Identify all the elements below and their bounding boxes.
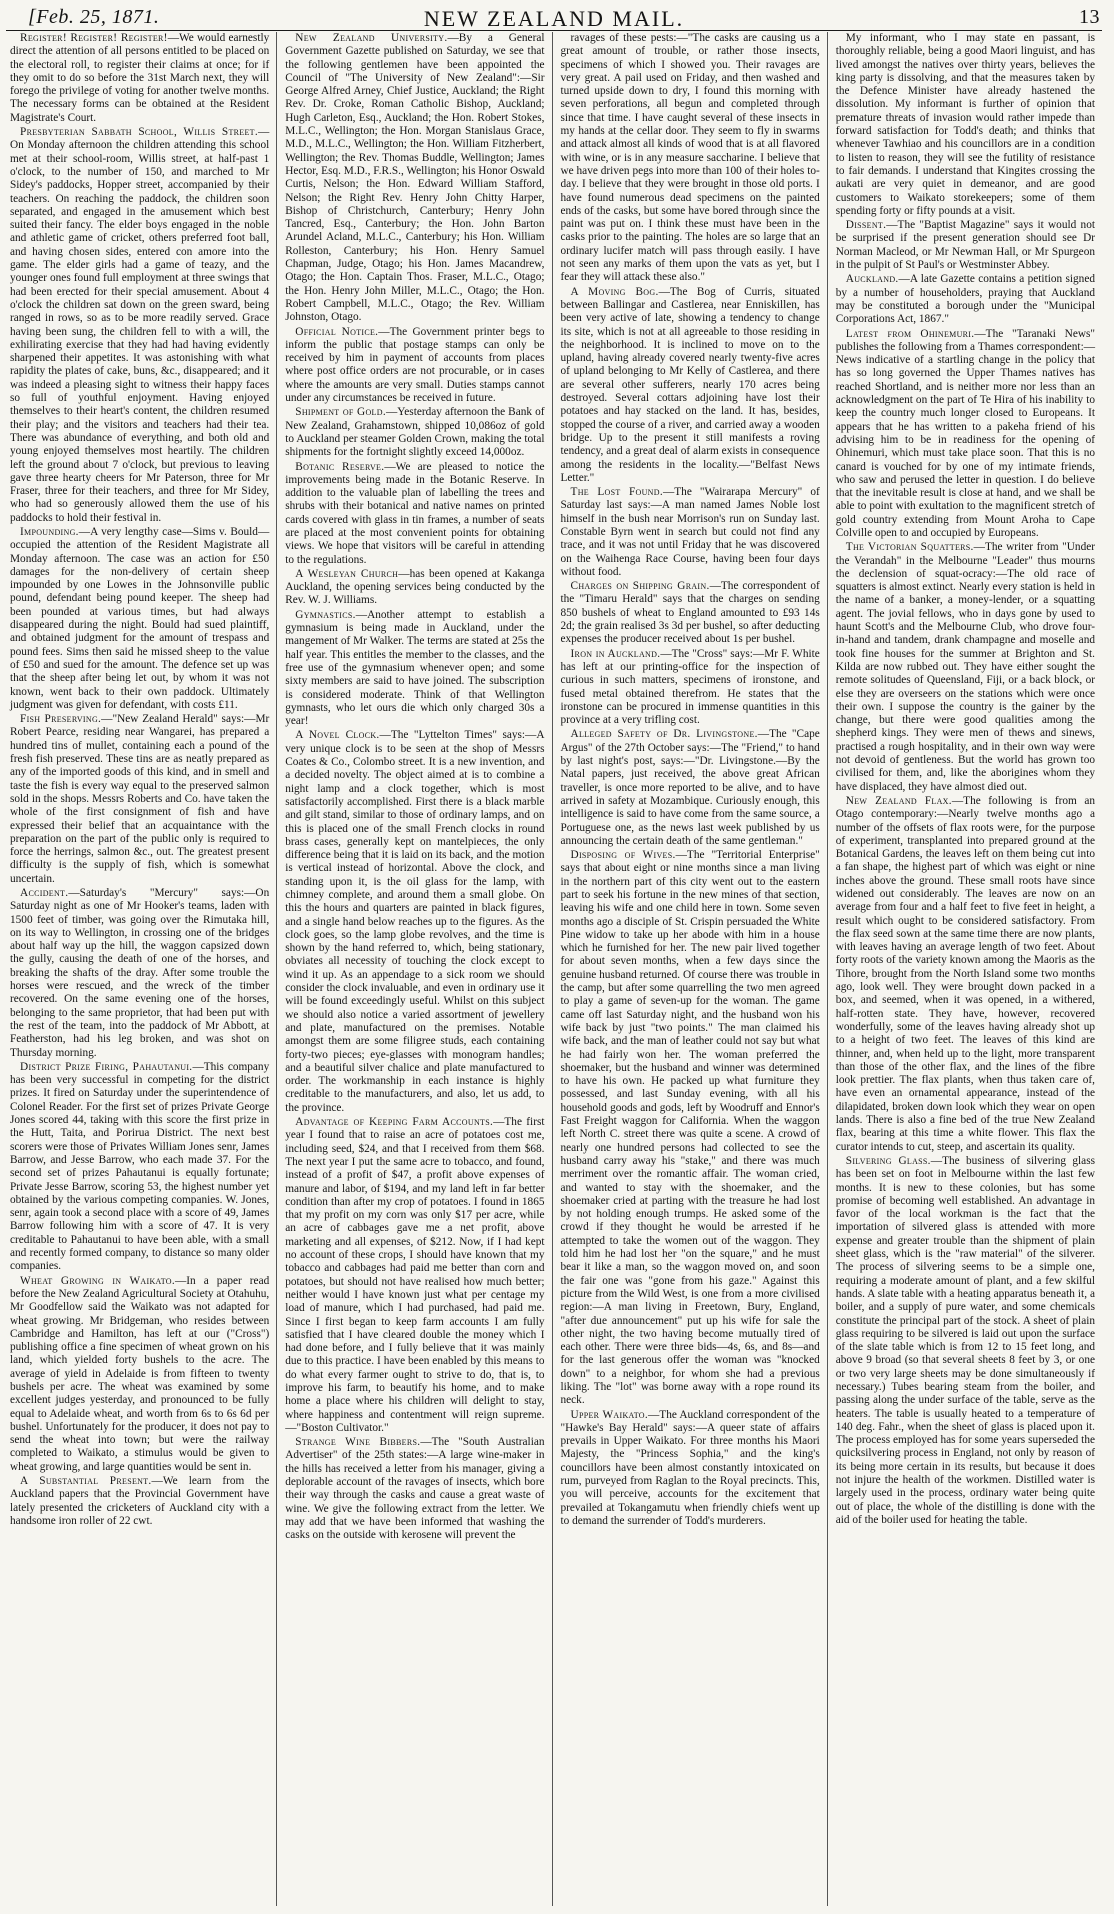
article-heading: Advantage of Keeping Farm Accounts.	[295, 1116, 494, 1129]
article-heading: Latest from Ohinemuri.	[845, 327, 975, 340]
article: Auckland.—A late Gazette contains a petition signed by a number of householders, praying that Auckland may be constituted a borough under the "Municipal Corporations Act, 1867."	[835, 273, 1095, 326]
article-body: The Government printer begs to inform the public that postage stamps can only be received by him in payment of accounts from places where post office orders are not procurable, or in cases where the amounts are very small. Duties stamps cannot under any circumstances be received in future.	[285, 325, 545, 405]
article-heading: New Zealand University.	[295, 32, 448, 44]
article: A Novel Clock.—The "Lyttelton Times" says:—A very unique clock is to be seen at the shop of Messrs Coates & Co., Colombo street. It is a new invention, and a decided novelty. The object aimed at is to combine a night lamp and a clock together, which is most satisfactorily accomplished. First there is a black marble and gilt stand, similar to those of ordinary lamps, and on this is placed one of the small French clocks in round brass cases, generally kept on mantelpieces, the only difference being that it is laid on its back, and the motion is vertical instead of horizontal. Above the clock, and standing upon it, is the oil glass for the lamp, with chimney complete, and around them a small globe. On this the hours and quarters are painted in black figures, and a single hand below reaches up to the figures. As the clock goes, so the lamp globe revolves, and the time is shown by the hand referred to, which, being stationary, obviates all necessity of touching the clock except to wind it up. As an appendage to a sick room we should consider the clock invaluable, and even in ordinary use it will be found exceedingly useful. Whilst on this subject we should also notice a varied assortment of jewellery and plate, manufactured on the premises. Notable amongst them are some filigree studs, each containing forty-two pieces; eye-glasses with monogram handles; and a beautiful silver chalice and plate manufactured to order. The workmanship in each instance is highly creditable to the manufacturers, and also, let us add, to the province.	[285, 729, 545, 1114]
article-body: The "South Australian Advertiser" of the 25th states:—A large wine-maker in the hills has received a letter from his manager, giving a deplorable account of the ravages of insects, which bore their way through the casks and cause a great waste of wine. We give the following extract from the letter. We may add that we have been informed that washing the casks on the outside with kerosene will prevent the	[285, 1436, 545, 1542]
article-body: In a paper read before the New Zealand Agricultural Society at Otahuhu, Mr Goodfellow said the Waikato was not adapted for wheat growing. Mr Bridgeman, who resides between Cambridge and Hamilton, has left at our ("Cross") publishing office a fine specimen of wheat grown on his land, which yielded forty bushels to the acre. The average of yield in Adelaide is from fifteen to twenty bushels per acre. The wheat was examined by some excellent judges yesterday, and pronounced to be fully equal to Adelaide wheat, and worth from 6s to 6s 6d per bushel. Unfortunately for the producer, it does not pay to send the wheat into town; but were the railway completed to Waikato, a stimulus would be given to wheat growing, and large quantities would be sent in.	[10, 1274, 270, 1473]
article	[836, 32, 1095, 218]
article-heading: Register! Register! Register!	[20, 32, 168, 44]
article-body: The following is from an Otago contemporary:—Nearly twelve months ago a number of the offsets of flax roots were, for the purpose of experiment, transplanted into prepared ground at the Botanical Gardens, the leaves left on them being cut into a fan shape, the highest part of which was eight or nine inches above the ground. These small roots have since widened out considerably. The leaves are now on an average from four and a half feet to five feet in height, a result which ought to be considered satisfactory. From the flax seed sown at the same time there are now plants, with leaves having an average length of two feet. About forty roots of the variety known among the Maoris as the Tihore, brought from the North Island some two months ago, look well. They were brought down packed in a box, and seemed, when it was opened, in a withered, half-rotten state. They have, however, recovered wonderfully, some of the leaves having already shot up to a height of two feet. The leaves of this kind are thinner, and, when held up to the light, more transparent than those of the other flax, and the lines of the fibre look prettier. The flax plants, when thus taken care of, have even an ornamental appearance, instead of the dilapidated, broken down look which they wear on open lands. There is also a fine bed of the true New Zealand flax, bearing at this time a white flower. This flax the curator intends to cut, steep, and ascertain its quality.	[835, 794, 1095, 1153]
article: Advantage of Keeping Farm Accounts.—The first year I found that to raise an acre of potatoes cost me, including seed, $24, and that I received from them $68. The next year I put the same acre to tobacco, and found, instead of a profit of $47, a profit above expenses of manure and labor, of $194, and my land left in far better condition than after my crop of potatoes. I found in 1865 that my profit on my corn was only $17 per acre, while an acre of cabbages gave me a net profit, above marketing and all expenses, of $212. Now, if I had kept no account of these crops, I should have known that my tobacco and cabbages had paid me better than corn and potatoes, but should not have realised how much better; neither would I have known just what per centage my load of manure, which I had purchased, had paid me. Since I first began to keep farm accounts I am fully satisfied that I have cleared double the money which I had done before, and I fully believe that it was mainly due to this practice. I have been enabled by this means to do what every farmer ought to strive to do, that is, to improve his farm, to beautify his home, and to make home a place where his children will delight to stay, where happiness and contentment will reign supreme.—"Boston Cultivator."	[285, 1116, 545, 1434]
article-body: Another attempt to establish a gymnasium is being made in Auckland, under the mangement of Mr Walker. The terms are stated at 25s the half year. This entitles the member to the classes, and the free use of the gymnasium whenever open; and some sixty members are said to have joined. The subscription is considered moderate. Think of that Wellington gymnasts, who let ours die which only charged 30s a year!	[285, 608, 545, 728]
article-heading: Silvering Glass.	[845, 1154, 931, 1167]
article-body: The "Wairarapa Mercury" of Saturday last says:—A man named James Noble lost himself in the bush near Morrison's run on Sunday last. Constable Byrn went in search but could not find any trace, and it was not until Friday that he was discovered on the Waihenga Race Course, having been four days without food.	[560, 486, 820, 578]
article-heading: Presbyterian Sabbath School, Willis Street.	[20, 126, 258, 139]
article-body: We are pleased to notice the improvements being made in the Botanic Reserve. In addition to the valuable plan of labelling the trees and shrubs with their botanical and native names on printed cards covered with glass in tin frames, a number of seats are placed at the most convenient points for obtaining views. We hope that visitors will be careful in attending to the regulations.	[285, 460, 545, 566]
article: Accident.—Saturday's "Mercury" says:—On Saturday night as one of Mr Hooker's teams, laden with 1500 feet of timber, was going over the Rimutaka hill, on its way to Wellington, in crossing one of the bridges about half way up the hill, the waggon capsized down the gully, causing the death of one of the horses, and breaking the shafts of the dray. After some trouble the horses were rescued, and the wreck of the timber recovered. On the same evening one of the horses, belonging to the same proprietor, that had been put with the rest of the team, into the paddock of Mr Abbott, at Featherston, had his leg broken, and was shot on Thursday morning.	[10, 887, 270, 1059]
article-body: Yesterday afternoon the Bank of New Zealand, Grahamstown, shipped 10,086oz of gold to Auckland per steamer Golden Crown, making the total shipments for the fortnight slightly exceed 14,000oz.	[285, 406, 545, 459]
article	[561, 32, 820, 285]
article: Impounding.—A very lengthy case—Sims v. Bould—occupied the attention of the Resident Magistrate all Monday afternoon. The case was an action for £50 damages for the non-delivery of certain sheep impounded by one Lowes in the Johnsonville public pound, defendant being pound keeper. The sheep had been pounded at various times, but had always disappeared during the night. Bould had sued plaintiff, and obtained judgment for the amount of trespass and pound fees. Sims then said he missed sheep to the value of £50 and sued for the amount. The defence set up was that the sheep after being let out, by whom it was not known, went back to their own paddock. Ultimately judgment was given for defendant, with costs £11.	[10, 525, 270, 711]
article-heading: Official Notice.	[295, 325, 379, 338]
article-heading: Botanic Reserve.	[295, 460, 385, 473]
article-body: My informant, who I may state en passant, is thoroughly reliable, being a good Maori linguist, and has lived amongst the natives over thirty years, believes the king party is dissolving, and that the measures taken by the Defence Minister have already hastened the dissolution. My informant is further of opinion that premature threats of invasion would rather impede than forward satisfaction for Todd's death; and thinks that whenever Tawhiao and his councillors are in a condition to listen to reason, they will see the futility of resistance to fair demands. I understand that Kingites crossing the aukati are very quiet in demeanor, and are good customers to Waikato storekeepers; some of them spending forty or fifty pounds at a visit.	[835, 32, 1095, 217]
article-heading: District Prize Firing, Pahautanui.	[20, 1060, 193, 1073]
article: Charges on Shipping Grain.—The correspondent of the "Timaru Herald" says that the charges on sending 850 bushels of wheat to England amounted to £93 14s 2d; the grain realised 3s 3d per bushel, so after deducting expenses the producer received about 1s per bushel.	[560, 580, 820, 646]
article-body: This company has been very successful in competing for the district prizes. It fired on Saturday under the superintendence of Colonel Reader. For the first set of prizes Private George Jones scored 44, taking with this score the first prize in the Hutt, Taita, and Porirua District. The next best scorers were those of Privates William Jones senr, James Barrow, and Jesse Barrow, who each made 37. For the second set of prizes Pahautanui is equally fortunate; Private Jesse Barrow, scoring 53, the highest number yet obtained by the various competing companies. W. Jones, senr, again took a second place with a score of 49, James Barrow following him with a score of 47. It is very creditable to Pahautanui to have been able, with a small and recently formed company, to distance so many older companies.	[10, 1060, 270, 1273]
article-body: The correspondent of the "Timaru Herald" says that the charges on sending 850 bushels of wheat to England amounted to £93 14s 2d; the grain realised 3s 3d per bushel, so after deducting expenses the producer received about 1s per bushel.	[560, 580, 820, 646]
article: A Substantial Present.—We learn from the Auckland papers that the Provincial Government have lately presented the cricketers of Auckland city with a handsome iron roller of 22 cwt.	[10, 1475, 270, 1527]
article-body: ravages of these pests:—"The casks are causing us a great amount of trouble, or rather those insects, specimens of which I showed you. Their ravages are very great. A pail used on Friday, and then washed and turned upside down to dry, I found this morning with seven perforations, all begun and completed through since that time. I have caught several of these insects in my hands at the cellar door. They seem to fly in swarms and attack almost all kinds of wood that is at all flavored with wine, or is in any measure saccharine. I believe that we have driven pegs into more than 100 of their holes to-day. I believe that they were brought in those old ports. I have found numerous dead specimens on the painted ends of the casks, but some have bored through since the paint was put on. I think these must have been in the casks prior to the painting. The holes are so large that an ordinary lucifer match will pass through easily. I have not seen any marks of them upon the vats as yet, but I fear they will attack these also."	[560, 32, 820, 284]
column-4	[828, 32, 1102, 1906]
article-body: Saturday's "Mercury" says:—On Saturday night as one of Mr Hooker's teams, laden with 1500 feet of timber, was going over the Rimutaka hill, on its way to Wellington, in crossing one of the bridges about half way up the hill, the waggon capsized down the gully, causing the death of one of the horses, and breaking the shafts of the dray. After some trouble the horses were rescued, and the wreck of the timber recovered. On the same evening one of the horses, belonging to the same proprietor, that had been put with the rest of the team, into the paddock of Mr Abbott, at Featherston, had his leg broken, and was shot on Thursday morning.	[10, 887, 270, 1059]
article-heading: Dissent.	[845, 219, 887, 232]
article: The Lost Found.—The "Wairarapa Mercury" of Saturday last says:—A man named James Noble lost himself in the bush near Morrison's run on Sunday last. Constable Byrn went in search but could not find any trace, and it was not until Friday that he was discovered on the Waihenga Race Course, having been four days without food.	[560, 486, 820, 578]
article: Silvering Glass.—The business of silvering glass has been set on foot in Melbourne within the last few months. It is new to these colonies, but has some promise of becoming well established. An advantage in favor of the local workman is the fact that the importation of silvered glass is attended with more expense and greater trouble than the shipment of plain sheet glass, which is the "raw material" of the silverer. The process of silvering seems to be a simple one, requiring a moderate amount of plant, and a few skilful hands. A slate table with a heating apparatus beneath it, a boiler, and a supply of pure water, and some chemicals constitute the principal part of the stock. A sheet of plain glass requiring to be silvered is laid out upon the surface of the slate table which is from 12 to 15 feet long, and above 9 broad (so that several sheets 8 feet by 3, or one or two very large sheets may be done simultaneously if necessary.) Tubes bearing steam from the boiler, and passing along the under surface of the table, serve as the heaters. The table is usually heated to a temperature of 140 deg. Fahr., when the sheet of glass is placed upon it. The process employed has for some years superseded the quicksilvering process in England, not only by reason of its being more certain in its results, but because it does not injure the health of the workmen. Distilled water is largely used in the process, ordinary water being quite out of place, the whole of the distilling is done with the aid of the boiler used for heating the table.	[835, 1154, 1095, 1526]
article: Presbyterian Sabbath School, Willis Street.—On Monday afternoon the children attending this school met at their school-room, Willis street, at half-past 1 o'clock, to the number of 150, and marched to Mr Sidey's paddocks, Hopper street, accompanied by their teachers. On reaching the paddock, the children soon separated, and engaged in the amusement which best suited their fancy. The elder boys engaged in the noble and athletic game of cricket, others preferred foot ball, and having chosen sides, entered con amore into the game. The elder girls had a game of teazy, and the younger ones found full employment at three swings that had been erected for their special amusement. About 4 o'clock the children sat down on the green sward, being ranged in rows, so as to be more readily served. Grace having been sung, the children fell to with a will, the exhilirating exercise that they had had having evidently sharpened their appetites. It was astonishing with what rapidity the plates of cake, buns, &c., disappeared; and it was indeed a pleasing sight to witness their happy faces so full of youthful enjoyment. Having enjoyed themselves to their heart's content, the children resumed their play; and the visitors and teachers had their tea. There was abundance of everything, and both old and young enjoyed themselves most heartily. The children left the ground about 7 o'clock, but previous to leaving gave three hearty cheers for Mr Paterson, three for Mr Fraser, three for their teachers, and three for Mr Sidey, who had so generously allowed them the use of his paddocks to hold their festival in.	[10, 126, 270, 524]
article-heading: The Victorian Squatters.	[845, 541, 974, 554]
article: New Zealand Flax.—The following is from an Otago contemporary:—Nearly twelve months ago a number of the offsets of flax roots were, for the purpose of experiment, transplanted into prepared ground at the Botanical Gardens, the leaves left on them being cut into a fan shape, the highest part of which was eight or nine inches above the ground. These small roots have since widened out considerably. The leaves are now on an average from four and a half feet to five feet in height, a result which ought to be considered satisfactory. From the flax seed sown at the same time there are now plants, with leaves having an average length of two feet. About forty roots of the variety known among the Maoris as the Tihore, brought from the North Island some two months ago, look well. They were brought down packed in a box, and seemed, when it was opened, in a withered, half-rotten state. They have, however, recovered wonderfully, some of the leaves having already shot up to a height of two feet. The leaves of this kind are thinner, and, when held up to the light, more transparent than those of the other flax, and the lines of the fibre look prettier. The flax plants, when thus taken care of, have even an ornamental appearance, instead of the dilapidated, broken down look which they wear on open lands. There is also a fine bed of the true New Zealand flax, bearing at this time a white flower. This flax the curator intends to cut, steep, and ascertain its quality.	[835, 794, 1095, 1153]
article: A Wesleyan Church—has been opened at Kakanga Auckland, the opening services being conducted by the Rev. W. J. Williams.	[285, 567, 545, 607]
article-body: The "Taranaki News" publishes the following from a Thames correspondent:—News indicative of a startling change in the policy that has so long governed the Upper Thames natives has reached Shortland, and is neither more nor less than an acknowledgment on the part of Te Hira of his inability to keep the country much longer closed to Europeans. It appears that he has written to a pakeha friend of his advising him to be in readiness for the opening of Ohinemuri, which must take place soon. That this is no canard is vouched for by one of my intimate friends, who saw and perused the letter in question. I do believe that the inevitable result is close at hand, and we shall be able to point with exultation to the magnificent stretch of gold country extending from Mount Aroha to Cape Colville open to and occupied by Europeans.	[835, 327, 1095, 539]
article-heading: Gymnastics.	[295, 608, 356, 621]
column-3	[553, 32, 828, 1906]
article-heading: A Wesleyan Church	[295, 567, 399, 580]
article: New Zealand University.—By a General Government Gazette published on Saturday, we see that the following gentlemen have been appointed the Council of "The University of New Zealand":—Sir George Alfred Arney, Chief Justice, Auckland; the Right Rev. Dr. Croke, Roman Catholic Bishop, Auckland; Hugh Carleton, Esq., Auckland; the Hon. Robert Stokes, M.L.C., Wellington; the Hon. Morgan Stanislaus Grace, M.D., M.L.C., Wellington; the Hon. William Fitzherbert, Wellington; the Rev. Thomas Buddle, Wellington; James Hector, Esq. M.D., F.R.S., Wellington; his Honor Oswald Curtis, Nelson; the Hon. Edward William Stafford, Nelson; the Right Rev. Henry John Chitty Harper, Bishop of Christchurch, Canterbury; Henry John Tancred, Esq., Canterbury; the Hon. John Barton Arundel Acland, M.L.C., Canterbury; his Hon. William Rolleston, Canterbury; his Hon. Henry Samuel Chapman, Judge, Otago; his Hon. James Macandrew, Otago; the Hon. Captain Thos. Fraser, M.L.C., Otago; the Hon. Henry John Miller, M.L.C., Otago; the Hon. Robert Campbell, M.L.C., Otago; the Rev. William Johnston, Otago.	[285, 32, 545, 324]
article-body: By a General Government Gazette published on Saturday, we see that the following gentlemen have been appointed the Council of "The University of New Zealand":—Sir George Alfred Arney, Chief Justice, Auckland; the Right Rev. Dr. Croke, Roman Catholic Bishop, Auckland; Hugh Carleton, Esq., Auckland; the Hon. Robert Stokes, M.L.C., Wellington; the Hon. Morgan Stanislaus Grace, M.D., M.L.C., Wellington; the Hon. William Fitzherbert, Wellington; the Rev. Thomas Buddle, Wellington; James Hector, Esq. M.D., F.R.S., Wellington; his Honor Oswald Curtis, Nelson; the Hon. Edward William Stafford, Nelson; the Right Rev. Henry John Chitty Harper, Bishop of Christchurch, Canterbury; Henry John Tancred, Esq., Canterbury; the Hon. John Barton Arundel Acland, M.L.C., Canterbury; his Hon. William Rolleston, Canterbury; his Hon. Henry Samuel Chapman, Judge, Otago; his Hon. James Macandrew, Otago; the Hon. Captain Thos. Fraser, M.L.C., Otago; the Hon. Henry John Miller, M.L.C., Otago; the Hon. Robert Campbell, M.L.C., Otago; the Rev. William Johnston, Otago.	[285, 32, 545, 324]
article-heading: New Zealand Flax.	[845, 794, 952, 807]
article-body: "New Zealand Herald" says:—Mr Robert Pearce, residing near Wangarei, has prepared a hundred tins of mullet, containing each a pound of the fresh fish preserved. These tins are as neatly prepared as any of the imported goods of this kind, and in smell and taste the fish is every way equal to the preserved salmon sold in the shops. Messrs Roberts and Co. have taken the whole of the first consignment of fish and have expressed their belief that an acquaintance with the preparation on the part of the public only is required to force the herrings, salmon &c., out. The greatest present difficulty is the supply of fish, which is somewhat uncertain.	[10, 713, 270, 885]
article-body: The "Territorial Enterprise" says that about eight or nine months since a man living in the northern part of this city went out to the eastern part to seek his fortune in the new mines of that section, leaving his wife and one child here in town. Some seven months ago a disciple of St. Crispin persuaded the White Pine widow to take up her abode with him in a house which he furnished for her. The new pair lived together for about seven months, when a few days since the genuine husband returned. Of course there was trouble in the camp, but after some quarrelling the two men agreed to play a game of seven-up for the woman. The game came off last Saturday night, and the husband won his wife back by just "two points." The man claimed his wife back, and the man of leather could not say but what he had fairly won her. The woman preferred the shoemaker, but the husband and winner was determined to have his own. He packed up what furniture they possessed, and last Sunday evening, with all his household goods and gods, left by Woodruff and Ennor's Fast Freight waggon for California. When the waggon left North C. street there was quite a scene. A crowd of nearly one hundred persons had collected to see the husband carry away his "stake," and there was much merriment over the romantic affair. The woman cried, and wanted to stay with the shoemaker, and the shoemaker cried at parting with the treasure he had lost by not holding enough trumps. He asked some of the crowd if they thought he would be arrested if he attempted to take the women out of the waggon. They told him he had lost her "on the square," and he must bear it like a man, so the waggon moved on, and soon the fair one was "gone from his gaze." Against this picture from the Wild West, is one from a more civilised region:—A man living in Freetown, Bury, England, "after due announcement" put up his wife for sale the other night, the two having become mutually tired of each other. There were three bids—4s, 6s, and 8s—and for the last generous offer the woman was "knocked down" to a neighbor, for whom she had a previous liking. The "lot" was borne away with a rope round its neck.	[560, 849, 820, 1407]
newspaper-title: NEW ZEALAND MAIL.	[423, 6, 685, 31]
article: Latest from Ohinemuri.—The "Taranaki News" publishes the following from a Thames correspondent:—News indicative of a startling change in the policy that has so long governed the Upper Thames natives has reached Shortland, and is neither more nor less than an acknowledgment on the part of Te Hira of his inability to keep the country much longer closed to Europeans. It appears that he has written to a pakeha friend of his advising him to be in readiness for the opening of Ohinemuri, which must take place soon. That this is no canard is vouched for by one of my intimate friends, who saw and perused the letter in question. I do believe that the inevitable result is close at hand, and we shall be able to point with exultation to the magnificent stretch of gold country extending from Mount Aroha to Cape Colville open to and occupied by Europeans.	[835, 327, 1095, 539]
article-body: has been opened at Kakanga Auckland, the opening services being conducted by the Rev. W. J. Williams.	[285, 567, 545, 607]
column-2	[277, 32, 552, 1906]
article: District Prize Firing, Pahautanui.—This company has been very successful in competing for the district prizes. It fired on Saturday under the superintendence of Colonel Reader. For the first set of prizes Private George Jones scored 44, taking with this score the first prize in the Hutt, Taita, and Porirua District. The next best scorers were those of Privates William Jones senr, James Barrow, and Jesse Barrow, who each made 37. For the second set of prizes Pahautanui is equally fortunate; Private Jesse Barrow, scoring 53, the highest number yet obtained by the various competing companies. W. Jones, senr, again took a second place with a score of 49, James Barrow following him with a score of 47. It is very creditable to Pahautanui to have been able, with a small and recently formed company, to distance so many older companies.	[10, 1060, 270, 1273]
article-heading: Alleged Safety of Dr. Livingstone.	[570, 728, 758, 741]
article-heading: Charges on Shipping Grain.	[570, 580, 710, 593]
article-body: We learn from the Auckland papers that the Provincial Government have lately presented the cricketers of Auckland city with a handsome iron roller of 22 cwt.	[10, 1475, 270, 1527]
article-body: The business of silvering glass has been set on foot in Melbourne within the last few months. It is new to these colonies, but has some promise of becoming well established. An advantage in favor of the local workman is the fact that the importation of silvered glass is attended with more expense and greater trouble than the shipment of plain sheet glass, which is the "raw material" of the silverer. The process of silvering seems to be a simple one, requiring a moderate amount of plant, and a few skilful hands. A slate table with a heating apparatus beneath it, a boiler, and a supply of pure water, and some chemicals constitute the principal part of the stock. A sheet of plain glass requiring to be silvered is laid out upon the surface of the slate table which is from 12 to 15 feet long, and above 9 broad (so that several sheets 8 feet by 3, or one or two very large sheets may be done simultaneously if necessary.) Tubes bearing steam from the boiler, and passing along the under surface of the table, serve as the heaters. The table is usually heated to a temperature of 140 deg. Fahr., when the sheet of glass is placed upon it. The process employed has for some years superseded the quicksilvering process in England, not only by reason of its being more certain in its results, but because it does not injure the health of the workmen. Distilled water is largely used in the process, ordinary water being quite out of place, the whole of the distilling is done with the aid of the boiler used for heating the table.	[835, 1154, 1095, 1526]
article-heading: Iron in Auckland.	[570, 647, 661, 660]
article-heading: A Novel Clock.	[295, 729, 380, 742]
article-heading: Fish Preserving.	[20, 713, 102, 726]
article: The Victorian Squatters.—The writer from "Under the Verandah" in the Melbourne "Leader" thus mourns the declension of squat-ocracy:—The old race of squatters is almost extinct. Nearly every station is held in the name of a banker, a money-lender, or a squatting agent. The jovial fellows, who in days gone by used to haunt Scott's and the Melbourne Club, who drove four-in-hand and tandem, drank champagne and moselle and took fine houses for the summer at Brighton and St. Kilda are now rubbed out. They have either sought the remote solitudes of Queensland, Fiji, or a back block, or else they are overseers on the stations which were once their own. I suppose the country is the gainer by the change, but there were good qualities among the shepherd kings. They were men of thews and sinews, practised a rough hospitality, and in their own way were not devoid of gentleness. But the world has grown too civilised for them, and, like the aborigines whom they have displaced, they have almost died out.	[835, 541, 1095, 793]
article-body: A late Gazette contains a petition signed by a number of householders, praying that Auckland may be constituted a borough under the "Municipal Corporations Act, 1867."	[835, 273, 1095, 326]
article-heading: Upper Waikato.	[570, 1408, 648, 1421]
article-body: The "Cross" says:—Mr F. White has left at our printing-office for the inspection of curious in such matters, specimens of ironstone, and fused metal obtained therefrom. He states that the ironstone can be procured in immense quantities in this province at a very trifling cost.	[560, 647, 820, 727]
article-body: The Bog of Curris, situated between Ballingar and Castlerea, near Enniskillen, has been very active of late, showing a tendency to change its site, which is not at all agreeable to those residing in the neighborhood. It is inclined to move on to the upland, having already covered nearly twenty-five acres of upland belonging to Mr Kelly of Castlerea, and there are several other sufferers, nearly 170 acres being destroyed. Several cottars adjoining have lost their potatoes and hay stacked on the land. It has, besides, stopped the course of a river, and carried away a wooden bridge. Up to the present it still manifests a roving tendency, and a great deal of alarm exists in consequence among the residents in the locality.—"Belfast News Letter."	[560, 285, 820, 484]
article: Alleged Safety of Dr. Livingstone.—The "Cape Argus" of the 27th October says:—The "Friend," to hand by last night's post, says:—"Dr. Livingstone.—By the Natal papers, just received, the above great African traveller, is once more reported to be alive, and to have arrived in safety at Mozambique. Curiously enough, this intelligence is said to have come from the same source, a Portuguese one, as the news last week published by us announcing the certain death of the same gentleman."	[560, 728, 820, 847]
masthead	[6, 4, 1102, 31]
article-body: The "Cape Argus" of the 27th October says:—The "Friend," to hand by last night's post, says:—"Dr. Livingstone.—By the Natal papers, just received, the above great African traveller, is once more reported to be alive, and to have arrived in safety at Mozambique. Curiously enough, this intelligence is said to have come from the same source, a Portuguese one, as the news last week published by us announcing the certain death of the same gentleman."	[560, 728, 820, 847]
article-body: The writer from "Under the Verandah" in the Melbourne "Leader" thus mourns the declension of squat-ocracy:—The old race of squatters is almost extinct. Nearly every station is held in the name of a banker, a money-lender, or a squatting agent. The jovial fellows, who in days gone by used to haunt Scott's and the Melbourne Club, who drove four-in-hand and tandem, drank champagne and moselle and took fine houses for the summer at Brighton and St. Kilda are now rubbed out. They have either sought the remote solitudes of Queensland, Fiji, or a back block, or else they are overseers on the stations which were once their own. I suppose the country is the gainer by the change, but there were good qualities among the shepherd kings. They were men of thews and sinews, practised a rough hospitality, and in their own way were not devoid of gentleness. But the world has grown too civilised for them, and, like the aborigines whom they have displaced, they have almost died out.	[835, 541, 1095, 793]
column-1	[6, 32, 277, 1906]
article-heading: Wheat Growing in Waikato.	[20, 1274, 175, 1287]
article: Shipment of Gold.—Yesterday afternoon the Bank of New Zealand, Grahamstown, shipped 10,086oz of gold to Auckland per steamer Golden Crown, making the total shipments for the fortnight slightly exceed 14,000oz.	[285, 406, 545, 459]
article-body: We would earnestly direct the attention of all persons entitled to be placed on the electoral roll, to register their claims at once; for if they omit to do so before the 31st March next, they will forego the privilege of voting for another twelve months. The necessary forms can be obtained at the Resident Magistrate's Court.	[10, 32, 270, 124]
article: Disposing of Wives.—The "Territorial Enterprise" says that about eight or nine months since a man living in the northern part of this city went out to the eastern part to seek his fortune in the new mines of that section, leaving his wife and one child here in town. Some seven months ago a disciple of St. Crispin persuaded the White Pine widow to take up her abode with him in a house which he furnished for her. The new pair lived together for about seven months, when a few days since the genuine husband returned. Of course there was trouble in the camp, but after some quarrelling the two men agreed to play a game of seven-up for the woman. The game came off last Saturday night, and the husband won his wife back by just "two points." The man claimed his wife back, and the man of leather could not say but what he had fairly won her. The woman preferred the shoemaker, but the husband and winner was determined to have his own. He packed up what furniture they possessed, and last Sunday evening, with all his household goods and gods, left by Woodruff and Ennor's Fast Freight waggon for California. When the waggon left North C. street there was quite a scene. A crowd of nearly one hundred persons had collected to see the husband carry away his "stake," and there was much merriment over the romantic affair. The woman cried, and wanted to stay with the shoemaker, and the shoemaker cried at parting with the treasure he had lost by not holding enough trumps. He asked some of the crowd if they thought he would be arrested if he attempted to take the women out of the waggon. They told him he had lost her "on the square," and he must bear it like a man, so the waggon moved on, and soon the fair one was "gone from his gaze." Against this picture from the Wild West, is one from a more civilised region:—A man living in Freetown, Bury, England, "after due announcement" put up his wife for sale the other night, the two having become mutually tired of each other. There were three bids—4s, 6s, and 8s—and for the last generous offer the woman was "knocked down" to a neighbor, for whom she had a previous liking. The "lot" was borne away with a rope round its neck.	[560, 849, 820, 1407]
article-body: On Monday afternoon the children attending this school met at their school-room, Willis street, at half-past 1 o'clock, to the number of 150, and marched to Mr Sidey's paddocks, Hopper street, accompanied by their teachers. On reaching the paddock, the children soon separated, and engaged in the amusement which best suited their fancy. The elder boys engaged in the noble and athletic game of cricket, others preferred foot ball, and having chosen sides, entered con amore into the game. The elder girls had a game of teazy, and the younger ones found full employment at three swings that had been erected for their special amusement. About 4 o'clock the children sat down on the green sward, being ranged in rows, so as to be more readily served. Grace having been sung, the children fell to with a will, the exhilirating exercise that they had had having evidently sharpened their appetites. It was astonishing with what rapidity the plates of cake, buns, &c., disappeared; and it was indeed a pleasing sight to witness their happy faces so full of youthful enjoyment. Having enjoyed themselves to their heart's content, the children resumed their play; and the visitors and teachers had their tea. There was abundance of everything, and both old and young enjoyed themselves most heartily. The children left the ground about 7 o'clock, but previous to leaving gave three hearty cheers for Mr Paterson, three for Mr Fraser, three for their teachers, and three for Mr Sidey, who had so generously allowed them the use of his paddocks to hold their festival in.	[10, 139, 270, 524]
article-heading: A Moving Bog.	[570, 285, 659, 298]
article: Register! Register! Register!—We would earnestly direct the attention of all persons entitled to be placed on the electoral roll, to register their claims at once; for if they omit to do so before the 31st March next, they will forego the privilege of voting for another twelve months. The necessary forms can be obtained at the Resident Magistrate's Court.	[10, 32, 270, 124]
article: Iron in Auckland.—The "Cross" says:—Mr F. White has left at our printing-office for the inspection of curious in such matters, specimens of ironstone, and fused metal obtained therefrom. He states that the ironstone can be procured in immense quantities in this province at a very trifling cost.	[560, 647, 820, 727]
page-number: 13	[1079, 6, 1100, 28]
article-body: The "Lyttelton Times" says:—A very unique clock is to be seen at the shop of Messrs Coates & Co., Colombo street. It is a new invention, and a decided novelty. The object aimed at is to combine a night lamp and a clock together, which is most satisfactorily accomplished. First there is a black marble and gilt stand, similar to those of ordinary lamps, and on this is placed one of the small French clocks in round brass cases, generally kept on mantelpieces, the only difference being that it is laid on its back, and the motion is vertical instead of horizontal. Above the clock, and standing upon it, is the oil glass for the lamp, with chimney complete, and around them a small globe. On this the hours and quarters are painted in black figures, and a single hand below reaches up to the figures. As the clock goes, so the lamp globe revolves, and the time is shown by the hand referred to, which, being stationary, obviates all necessity of touching the clock except to wind it up. As an appendage to a sick room we should consider the clock invaluable, and even in ordinary use it will be found exceedingly useful. Whilst on this subject we should also notice a varied assortment of jewellery and plate, manufactured on the premises. Notable amongst them are some filigree studs, each containing forty-two pieces; eye-glasses with monogram handles; and a beautiful silver chalice and plate manufactured to order. The workmanship in each instance is highly creditable to the manufacturers, and also, let us add, to the province.	[285, 729, 545, 1114]
article-heading: The Lost Found.	[570, 486, 663, 499]
article-heading: Auckland.	[845, 273, 899, 286]
article-body: The first year I found that to raise an acre of potatoes cost me, including seed, $24, and that I received from them $68. The next year I put the same acre to tobacco, and found, instead of a profit of $47, a profit above expenses of manure and labor, of $194, and my land left in far better condition than after my crop of potatoes. I found in 1865 that my profit on my corn was only $17 per acre, while an acre of cabbages gave me a net profit, above marketing and all expenses, of $212. Now, if I had kept no account of these crops, I should have known that my tobacco and cabbages had paid me better than corn and potatoes, but should not have realised how much better; neither would I have known just what per centage my load of manure, which I had purchased, had paid me. Since I first began to keep farm accounts I am fully satisfied that I have cleared double the money which I had done before, and I fully believe that it was mainly due to this practice. I have been enabled by this means to do what every farmer ought to strive to do, that is, to improve his farm, to beautify his home, and to make home a place where his children will delight to stay, where happiness and contentment will reign supreme.—"Boston Cultivator."	[285, 1116, 545, 1434]
article: Official Notice.—The Government printer begs to inform the public that postage stamps can only be received by him in payment of accounts from places where post office orders are not procurable, or in cases where the amounts are very small. Duties stamps cannot under any circumstances be received in future.	[285, 325, 545, 405]
article-columns	[6, 32, 1102, 1906]
article: Botanic Reserve.—We are pleased to notice the improvements being made in the Botanic Reserve. In addition to the valuable plan of labelling the trees and shrubs with their botanical and native names on printed cards covered with glass in tin frames, a number of seats are placed at the most convenient points for obtaining views. We hope that visitors will be careful in attending to the regulations.	[285, 460, 545, 566]
article: A Moving Bog.—The Bog of Curris, situated between Ballingar and Castlerea, near Enniskillen, has been very active of late, showing a tendency to change its site, which is not at all agreeable to those residing in the neighborhood. It is inclined to move on to the upland, having already covered nearly twenty-five acres of upland belonging to Mr Kelly of Castlerea, and there are several other sufferers, nearly 170 acres being destroyed. Several cottars adjoining have lost their potatoes and hay stacked on the land. It has, besides, stopped the course of a river, and carried away a wooden bridge. Up to the present it still manifests a roving tendency, and a great deal of alarm exists in consequence among the residents in the locality.—"Belfast News Letter."	[560, 285, 820, 484]
article-heading: Disposing of Wives.	[570, 849, 676, 862]
article-heading: Accident.	[20, 887, 69, 899]
article-body: The "Baptist Magazine" says it would not be surprised if the present generation should see Dr Norman Macleod, or Mr Newman Hall, or Mr Spurgeon in the pulpit of St Paul's or Westminster Abbey.	[835, 219, 1095, 272]
article-heading: Impounding.	[20, 525, 79, 538]
article-heading: Strange Wine Bibbers.	[295, 1436, 421, 1449]
issue-date: [Feb. 25, 1871.	[28, 6, 160, 28]
article: Wheat Growing in Waikato.—In a paper read before the New Zealand Agricultural Society at Otahuhu, Mr Goodfellow said the Waikato was not adapted for wheat growing. Mr Bridgeman, who resides between Cambridge and Hamilton, has left at our ("Cross") publishing office a fine specimen of wheat grown on his land, which yielded forty bushels to the acre. The average of yield in Adelaide is from fifteen to twenty bushels per acre. The wheat was examined by some excellent judges yesterday, and pronounced to be fully equal to Adelaide wheat, and worth from 6s to 6s 6d per bushel. Unfortunately for the producer, it does not pay to send the wheat into town; but were the railway completed to Waikato, a stimulus would be given to wheat growing, and large quantities would be sent in.	[10, 1274, 270, 1473]
article: Strange Wine Bibbers.—The "South Australian Advertiser" of the 25th states:—A large wine-maker in the hills has received a letter from his manager, giving a deplorable account of the ravages of insects, which bore their way through the casks and cause a great waste of wine. We give the following extract from the letter. We may add that we have been informed that washing the casks on the outside with kerosene will prevent the	[285, 1436, 545, 1542]
article: Dissent.—The "Baptist Magazine" says it would not be surprised if the present generation should see Dr Norman Macleod, or Mr Newman Hall, or Mr Spurgeon in the pulpit of St Paul's or Westminster Abbey.	[835, 219, 1095, 272]
article-body: A very lengthy case—Sims v. Bould—occupied the attention of the Resident Magistrate all Monday afternoon. The case was an action for £50 damages for the non-delivery of certain sheep impounded by one Lowes in the Johnsonville public pound, defendant being pound keeper. The sheep had been pounded at various times, but had always disappeared during the night. Bould had sued plaintiff, and obtained judgment for the amount of trespass and pound fees. Sims then said he missed sheep to the value of £50 and sued for the amount. The defence set up was that the sheep after being let out, by whom it was not known, went back to their own paddock. Ultimately judgment was given for defendant, with costs £11.	[10, 525, 270, 711]
article: Upper Waikato.—The Auckland correspondent of the "Hawke's Bay Herald" says:—A queer state of affairs prevails in Upper Waikato. For three months his Maori Majesty, the "Princess Sophia," and the king's councillors have been almost constantly intoxicated on rum, purveyed from Raglan to the Royal precincts. This, you will perceive, accounts for the excitement that prevailed at Tokangamutu when friendly chiefs went up to demand the surrender of Todd's murderers.	[560, 1408, 820, 1527]
article-heading: Shipment of Gold.	[295, 406, 386, 419]
article: Gymnastics.—Another attempt to establish a gymnasium is being made in Auckland, under the mangement of Mr Walker. The terms are stated at 25s the half year. This entitles the member to the classes, and the free use of the gymnasium whenever open; and some sixty members are said to have joined. The subscription is considered moderate. Think of that Wellington gymnasts, who let ours die which only charged 30s a year!	[285, 608, 545, 728]
article-heading: A Substantial Present.	[20, 1475, 152, 1488]
article-body: The Auckland correspondent of the "Hawke's Bay Herald" says:—A queer state of affairs prevails in Upper Waikato. For three months his Maori Majesty, the "Princess Sophia," and the king's councillors have been almost constantly intoxicated on rum, purveyed from Raglan to the Royal precincts. This, you will perceive, accounts for the excitement that prevailed at Tokangamutu when friendly chiefs went up to demand the surrender of Todd's murderers.	[560, 1408, 820, 1527]
article: Fish Preserving.—"New Zealand Herald" says:—Mr Robert Pearce, residing near Wangarei, has prepared a hundred tins of mullet, containing each a pound of the fresh fish preserved. These tins are as neatly prepared as any of the imported goods of this kind, and in smell and taste the fish is every way equal to the preserved salmon sold in the shops. Messrs Roberts and Co. have taken the whole of the first consignment of fish and have expressed their belief that an acquaintance with the preparation on the part of the public only is required to force the herrings, salmon &c., out. The greatest present difficulty is the supply of fish, which is somewhat uncertain.	[10, 713, 270, 885]
